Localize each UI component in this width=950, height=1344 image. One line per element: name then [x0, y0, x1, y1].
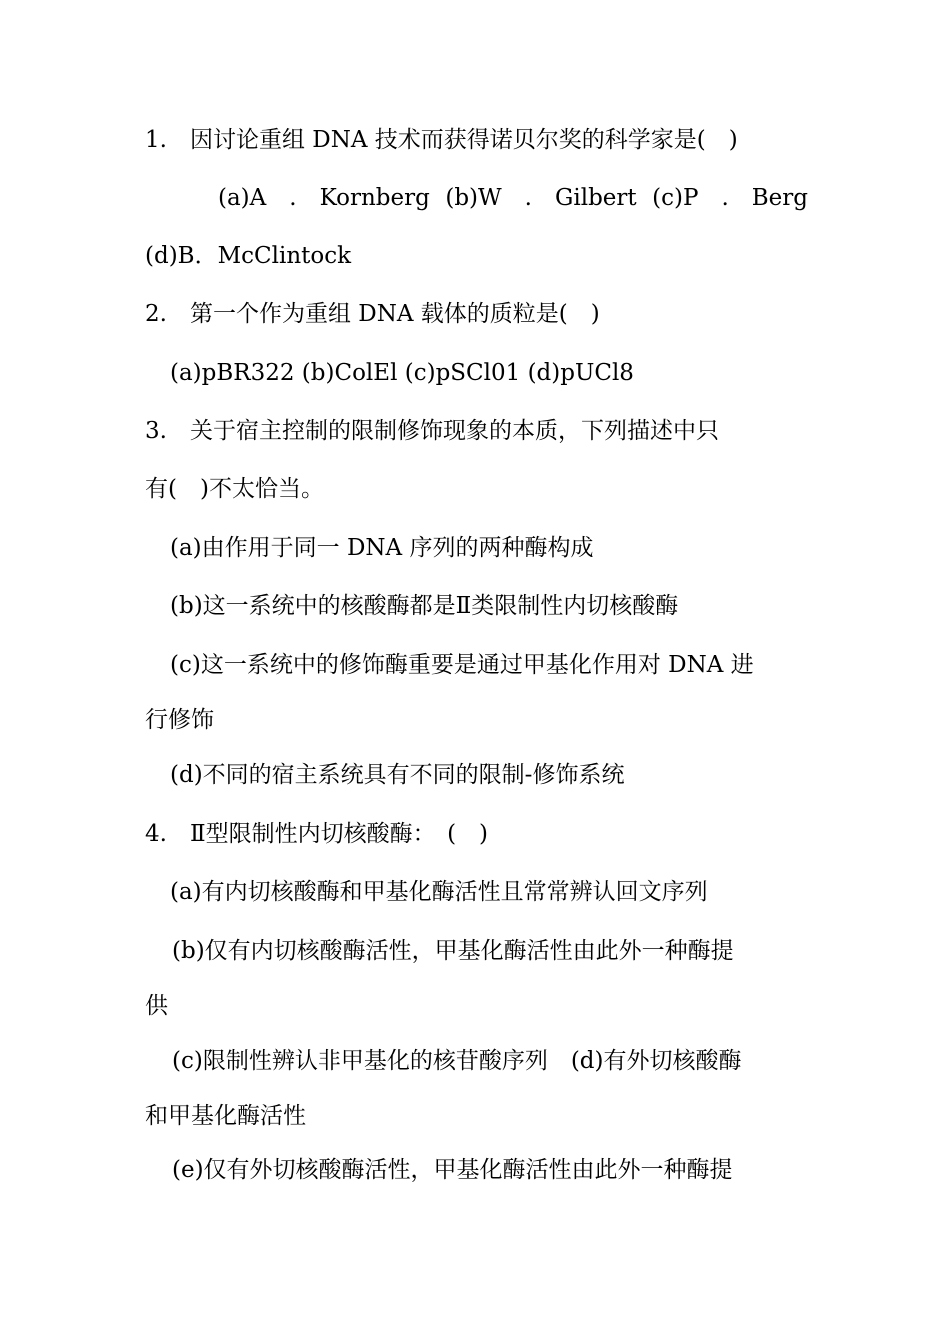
q3-option-c-cont: 行修饰: [145, 707, 214, 733]
question-3-stem: 3. 关于宿主控制的限制修饰现象的本质，下列描述中只: [145, 418, 719, 444]
q1-option-a: (a)A . Kornberg: [218, 185, 430, 211]
q4-option-d-cont: 和甲基化酶活性: [145, 1103, 306, 1129]
question-2-stem: 2. 第一个作为重组 DNA 载体的质粒是( ): [145, 301, 600, 327]
q4-option-b-cont: 供: [145, 993, 168, 1019]
q1-option-b: (b)W . Gilbert: [445, 185, 637, 211]
question-1-options: [218, 183, 808, 213]
question-3-stem-cont: 有( )不太恰当。: [145, 476, 324, 502]
q3-option-b: (b)这一系统中的核酸酶都是Ⅱ类限制性内切核酸酶: [170, 593, 679, 619]
q1-option-d: (d)B．McClintock: [145, 243, 352, 269]
question-1-stem: 1. 因讨论重组 DNA 技术而获得诺贝尔奖的科学家是( ): [145, 127, 738, 153]
q3-option-d: (d)不同的宿主系统具有不同的限制-修饰系统: [170, 762, 625, 788]
q4-option-a: (a)有内切核酸酶和甲基化酶活性且常常辨认回文序列: [170, 879, 708, 905]
question-4-stem: 4. Ⅱ型限制性内切核酸酶： ( ): [145, 821, 489, 847]
q3-option-a: (a)由作用于同一 DNA 序列的两种酶构成: [170, 535, 594, 561]
q3-option-c: (c)这一系统中的修饰酶重要是通过甲基化作用对 DNA 进: [170, 652, 754, 678]
q4-option-c-d: (c)限制性辨认非甲基化的核苷酸序列 (d)有外切核酸酶: [172, 1048, 742, 1074]
question-2-options: (a)pBR322 (b)ColEl (c)pSCl01 (d)pUCl8: [170, 360, 634, 386]
q1-option-c: (c)P . Berg: [652, 185, 808, 211]
q4-option-e: (e)仅有外切核酸酶活性，甲基化酶活性由此外一种酶提: [172, 1157, 733, 1183]
q4-option-b: (b)仅有内切核酸酶活性，甲基化酶活性由此外一种酶提: [172, 938, 734, 964]
